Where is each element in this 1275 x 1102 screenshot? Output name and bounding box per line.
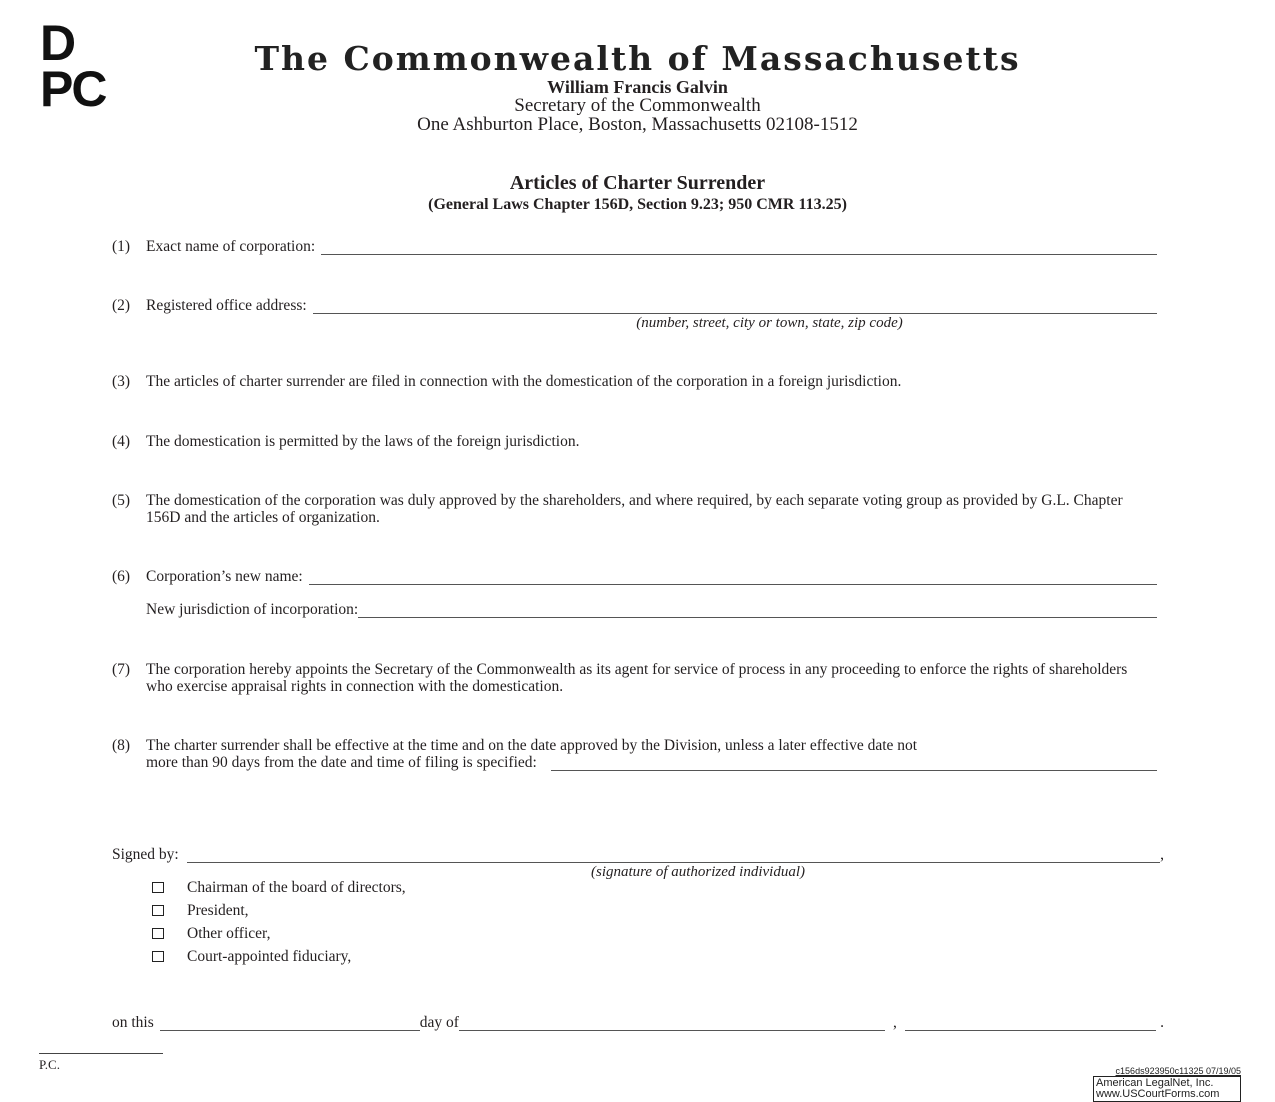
role-label: Court-appointed fiduciary, xyxy=(187,948,352,965)
on-this-label: on this xyxy=(112,1014,154,1031)
item-8 xyxy=(112,737,1157,771)
official-name: William Francis Galvin xyxy=(547,77,728,97)
item-number: (8) xyxy=(112,737,131,754)
date-line xyxy=(112,1014,1164,1031)
item-text: The corporation hereby appoints the Secretary of the Commonwealth as its agent for service of process in any proceeding to enforce the rights of shareholders who exercise appraisal rights in connection with the domestication. xyxy=(146,661,1128,695)
item-number: (5) xyxy=(112,492,131,509)
signature-block xyxy=(112,846,1164,881)
item-1 xyxy=(112,238,1157,255)
field-label-new-jurisdiction: New jurisdiction of incorporation: xyxy=(146,601,359,618)
pc-signoff xyxy=(39,1053,163,1073)
logo-line-2: PC xyxy=(40,61,106,117)
item-number: (1) xyxy=(112,238,131,255)
item-number: (7) xyxy=(112,661,131,678)
field-label-corporation-name: Exact name of corporation: xyxy=(146,238,316,255)
date-comma: , xyxy=(892,1014,897,1031)
effective-date-field[interactable] xyxy=(551,756,1157,771)
field-label-registered-office: Registered office address: xyxy=(146,297,307,314)
checkbox-icon[interactable] xyxy=(152,882,164,893)
masthead xyxy=(0,40,1275,134)
role-label: Chairman of the board of directors, xyxy=(187,879,406,896)
masthead-title: The Commonwealth of Massachusetts xyxy=(254,39,1021,78)
address-format-hint: (number, street, city or town, state, zip code) xyxy=(636,315,903,331)
item-5 xyxy=(112,492,1157,526)
signature-field[interactable] xyxy=(187,848,1160,863)
document-subtitle: (General Laws Chapter 156D, Section 9.23; 950 CMR 113.25) xyxy=(428,196,847,213)
item-text: The charter surrender shall be effective at the time and on the date approved by the Division, unless a later effective date not xyxy=(146,737,918,754)
checkbox-icon[interactable] xyxy=(152,951,164,962)
day-of-label: day of xyxy=(419,1014,459,1031)
role-other-officer[interactable] xyxy=(152,925,270,942)
item-number: (4) xyxy=(112,433,131,450)
registered-office-address-field[interactable] xyxy=(313,299,1157,314)
item-6 xyxy=(112,568,1157,618)
corporation-name-field[interactable] xyxy=(321,240,1157,255)
role-label: President, xyxy=(187,902,249,919)
form-code: c156ds923950c11325 07/19/05 xyxy=(1115,1066,1241,1076)
item-text: The domestication is permitted by the laws of the foreign jurisdiction. xyxy=(146,433,580,450)
logo-line-1: D xyxy=(40,15,77,71)
item-number: (6) xyxy=(112,568,131,585)
item-7 xyxy=(112,661,1157,695)
item-4 xyxy=(112,433,1157,450)
item-number: (2) xyxy=(112,297,131,314)
publisher-url: www.USCourtForms.com xyxy=(1096,1088,1220,1100)
publisher-name: American LegalNet, Inc. xyxy=(1096,1077,1214,1089)
document-heading xyxy=(0,171,1275,215)
role-president[interactable] xyxy=(152,902,249,919)
role-court-fiduciary[interactable] xyxy=(152,948,351,965)
new-jurisdiction-field[interactable] xyxy=(358,603,1157,618)
checkbox-icon[interactable] xyxy=(152,905,164,916)
date-period: . xyxy=(1160,1014,1164,1031)
pc-line xyxy=(39,1053,163,1054)
year-field[interactable] xyxy=(905,1016,1156,1031)
item-text: The articles of charter surrender are filed in connection with the domestication of the corporation in a foreign jurisdiction. xyxy=(146,373,902,390)
item-3 xyxy=(112,373,1157,390)
day-field[interactable] xyxy=(160,1016,420,1031)
document-title: Articles of Charter Surrender xyxy=(509,172,766,194)
official-title: Secretary of the Commonwealth xyxy=(514,95,761,116)
role-chairman[interactable] xyxy=(152,879,406,896)
signature-hint: (signature of authorized individual) xyxy=(590,864,805,880)
item-text: The domestication of the corporation was duly approved by the shareholders, and where required, by each separate voting group as provided by G.L. Chapter 156D and the articles of organization. xyxy=(146,492,1123,526)
corporation-new-name-field[interactable] xyxy=(309,570,1157,585)
checkbox-icon[interactable] xyxy=(152,928,164,939)
pc-label: P.C. xyxy=(39,1057,60,1072)
role-label: Other officer, xyxy=(187,925,271,942)
item-2 xyxy=(112,297,1157,332)
item-number: (3) xyxy=(112,373,131,390)
item-text-continued: more than 90 days from the date and time of filing is specified: xyxy=(146,754,537,771)
office-address: One Ashburton Place, Boston, Massachusetts 02108-1512 xyxy=(417,114,858,135)
field-label-new-name: Corporation’s new name: xyxy=(146,568,303,585)
signed-by-label: Signed by: xyxy=(112,846,179,863)
signature-trailing-comma: , xyxy=(1160,846,1164,863)
publisher-box xyxy=(1093,1076,1241,1102)
month-field[interactable] xyxy=(459,1016,885,1031)
footer-tag xyxy=(1093,1066,1241,1102)
